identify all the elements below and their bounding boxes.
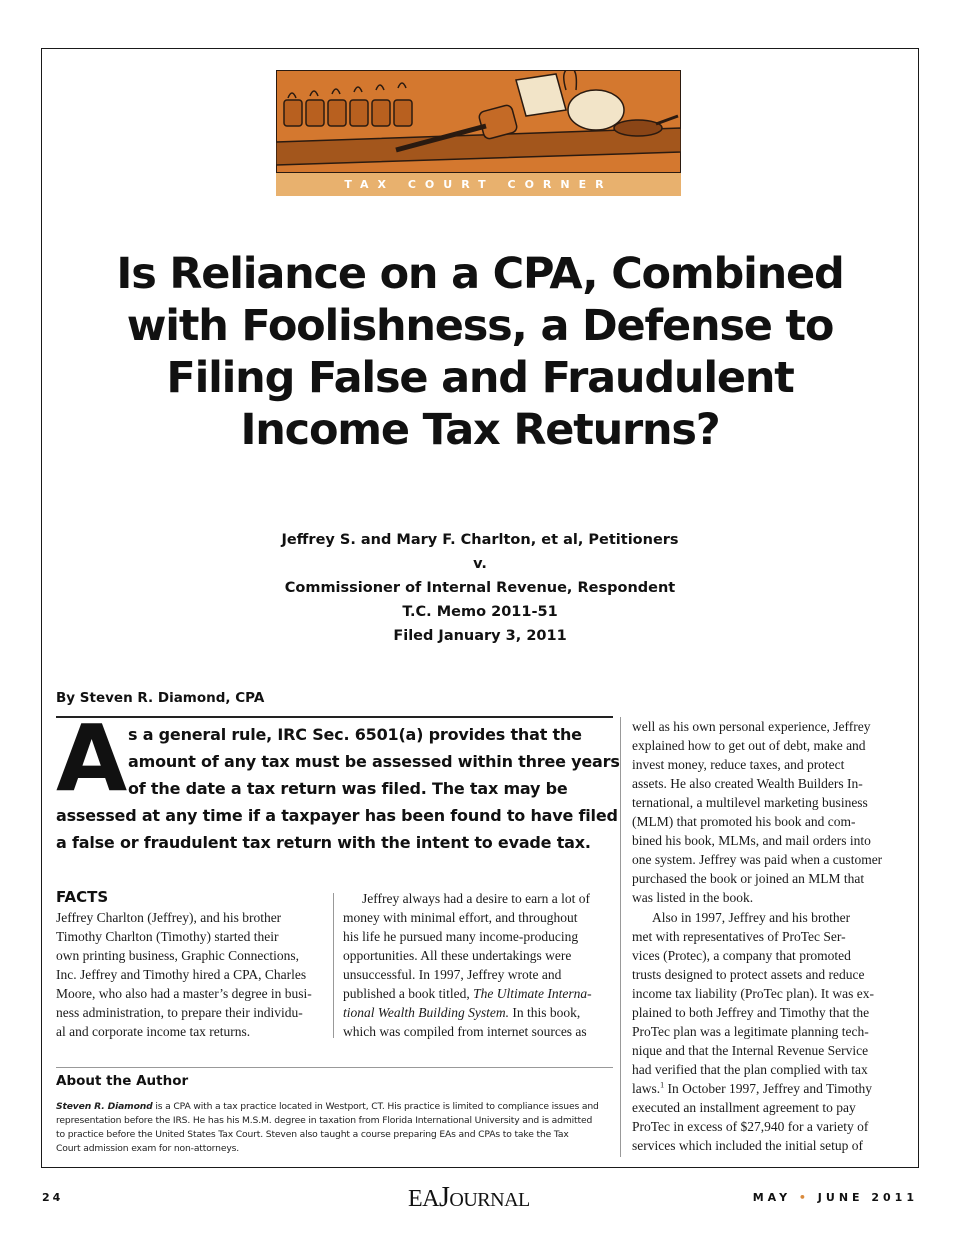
facts-line: ness administration, to prepare their individu-: [56, 1005, 303, 1020]
column-divider: [333, 893, 334, 1038]
drop-cap: A: [56, 705, 128, 812]
case-versus: v.: [473, 556, 487, 572]
lead-line: of the date a tax return was filed. The tax may be: [128, 779, 568, 798]
right-line: Also in 1997, Jeffrey and his brother: [652, 910, 851, 925]
right-line: met with representatives of ProTec Ser-: [632, 929, 846, 944]
about-heading: About the Author: [56, 1073, 189, 1089]
byline: By Steven R. Diamond, CPA: [56, 690, 265, 706]
facts-line: Inc. Jeffrey and Timothy hired a CPA, Charles: [56, 967, 307, 982]
middle-line: unsuccessful. In 1997, Jeffrey wrote and: [343, 967, 562, 982]
facts-line: Timothy Charlton (Timothy) started their: [56, 929, 279, 944]
lead-line: assessed at any time if a taxpayer has been found to have filed: [56, 806, 618, 825]
page-number: 24: [42, 1191, 64, 1204]
middle-line: [343, 1003, 580, 1022]
middle-line: opportunities. All these undertakings were: [343, 948, 572, 963]
case-parties: Jeffrey S. and Mary F. Charlton, et al, Petitioners: [281, 532, 679, 548]
right-line: [632, 1079, 872, 1098]
middle-line: his life he pursued many income-producing: [343, 929, 579, 944]
facts-line: Jeffrey Charlton (Jeffrey), and his brother: [56, 910, 282, 925]
title-line: Filing False and Fraudulent: [166, 353, 794, 403]
title-line: Is Reliance on a CPA, Combined: [116, 249, 844, 299]
about-line: to practice before the United States Tax Court. Steven also taught a course preparing EAs and CPAs to take the Tax: [56, 1129, 569, 1140]
lead-line: s a general rule, IRC Sec. 6501(a) provides that the: [128, 725, 582, 744]
banner-label-bar: [276, 173, 681, 196]
issue-month2: JUNE 2011: [817, 1191, 918, 1204]
footnote-ref[interactable]: 1: [660, 1080, 665, 1090]
banner-label: TAX COURT CORNER: [344, 178, 613, 191]
case-respondent: Commissioner of Internal Revenue, Respondent: [284, 580, 676, 596]
right-line: vices (Protec), a company that promoted: [632, 948, 851, 963]
issue-date: [753, 1191, 918, 1204]
right-line: assets. He also created Wealth Builders In-: [632, 776, 863, 791]
middle-text: published a book titled,: [343, 986, 474, 1001]
right-line: (MLM) that promoted his book and com-: [632, 814, 856, 829]
right-line: services which included the initial setup of: [632, 1138, 863, 1153]
right-line: invest money, reduce taxes, and protect: [632, 757, 845, 772]
logo-rest: OURNAL: [449, 1189, 530, 1211]
article-title: [60, 248, 900, 456]
right-line: plained to both Jeffrey and Timothy that the: [632, 1005, 870, 1020]
about-line: Court admission exam for non-attorneys.: [56, 1143, 240, 1154]
lead-line: amount of any tax must be assessed within three years: [128, 752, 620, 771]
middle-text: In this book,: [509, 1005, 581, 1020]
about-line: [56, 1100, 599, 1114]
right-line: executed an installment agreement to pay: [632, 1100, 856, 1115]
title-line: Income Tax Returns?: [240, 405, 720, 455]
right-line: was listed in the book.: [632, 890, 754, 905]
right-line: well as his own personal experience, Jeffrey: [632, 719, 871, 734]
author-name: Steven R. Diamond: [56, 1101, 153, 1112]
right-line: explained how to get out of debt, make and: [632, 738, 866, 753]
right-text: laws.: [632, 1081, 661, 1096]
middle-line: [343, 984, 592, 1003]
middle-line: money with minimal effort, and throughout: [343, 910, 578, 925]
facts-line: own printing business, Graphic Connections,: [56, 948, 299, 963]
right-line: bined his book, MLMs, and mail orders into: [632, 833, 871, 848]
right-line: purchased the book or joined an MLM that: [632, 871, 865, 886]
right-line: ternational, a multilevel marketing business: [632, 795, 868, 810]
case-caption: [160, 528, 800, 648]
about-rule: [56, 1067, 613, 1068]
right-line: nique and that the Internal Revenue Service: [632, 1043, 869, 1058]
right-line: trusts designed to protect assets and reduce: [632, 967, 865, 982]
title-line: with Foolishness, a Defense to: [126, 301, 834, 351]
lead-top-rule: [56, 716, 613, 718]
middle-line: Jeffrey always had a desire to earn a lot of: [362, 891, 591, 906]
facts-line: Moore, who also had a master’s degree in busi-: [56, 986, 312, 1001]
right-line: one system. Jeffrey was paid when a customer: [632, 852, 883, 867]
column-divider-right: [620, 717, 621, 1157]
right-line: had verified that the plan complied with tax: [632, 1062, 868, 1077]
logo-ea: EA: [408, 1186, 439, 1212]
book-title: tional Wealth Building System.: [343, 1005, 509, 1020]
right-text: In October 1997, Jeffrey and Timothy: [664, 1081, 872, 1096]
case-filed: Filed January 3, 2011: [393, 628, 567, 644]
lead-line: a false or fraudulent tax return with the intent to evade tax.: [56, 833, 591, 852]
separator-dot: •: [798, 1191, 810, 1204]
about-text: is a CPA with a tax practice located in Westport, CT. His practice is limited to compliance issues and: [152, 1101, 599, 1112]
facts-line: al and corporate income tax returns.: [56, 1024, 251, 1039]
right-line: ProTec in excess of $27,940 for a variety of: [632, 1119, 869, 1134]
logo-j: J: [439, 1182, 450, 1213]
about-line: representation before the IRS. He has his M.S.M. degree in taxation from Florida International University and is admitted: [56, 1115, 593, 1126]
issue-month: MAY: [752, 1191, 792, 1204]
book-title: The Ultimate Interna-: [473, 986, 592, 1001]
case-memo: T.C. Memo 2011-51: [402, 604, 558, 620]
facts-heading: FACTS: [56, 888, 109, 906]
middle-line: which was compiled from internet sources as: [343, 1024, 587, 1039]
right-line: ProTec plan was a legitimate planning tech-: [632, 1024, 869, 1039]
ea-journal-logo: [408, 1182, 530, 1214]
right-line: income tax liability (ProTec plan). It was ex-: [632, 986, 874, 1001]
